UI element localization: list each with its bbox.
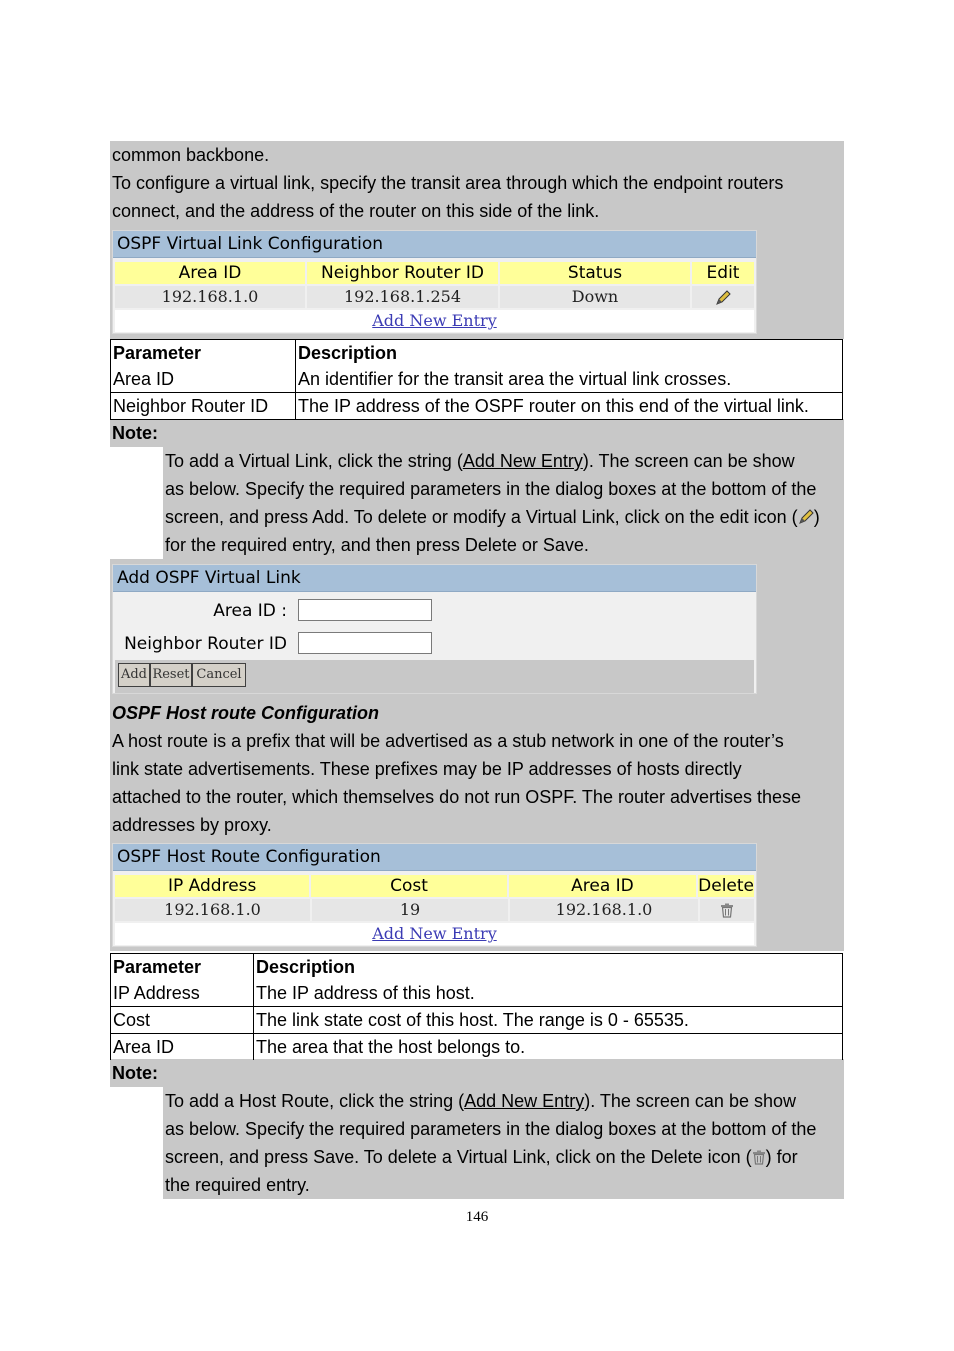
add-new-entry-text: Add New Entry xyxy=(462,451,583,471)
note-line: as below. Specify the required parameters in the dialog boxes at the bottom of the xyxy=(165,479,817,499)
virtual-link-config-panel xyxy=(112,230,757,334)
panel-title: Add OSPF Virtual Link xyxy=(113,565,756,592)
note-line: screen, and press Add. To delete or modify a Virtual Link, click on the edit icon ( ) xyxy=(165,507,820,527)
intro-line-3: connect, and the address of the router on this side of the link. xyxy=(112,201,600,221)
col-neighbor-router-id: Neighbor Router ID xyxy=(307,262,500,284)
add-virtual-link-panel xyxy=(112,564,757,694)
desc-cell: The IP address of the OSPF router on this end of the virtual link. xyxy=(296,393,843,420)
panel-title: OSPF Virtual Link Configuration xyxy=(113,231,756,258)
desc-header: Description xyxy=(296,340,843,367)
cancel-button[interactable]: Cancel xyxy=(192,663,246,687)
cell-area-id: 192.168.1.0 xyxy=(115,286,307,308)
col-cost: Cost xyxy=(311,875,508,897)
add-new-entry-text: Add New Entry xyxy=(464,1091,585,1111)
param-cell: Area ID xyxy=(111,1034,254,1061)
area-id-input[interactable] xyxy=(298,599,432,621)
note-line: To add a Host Route, click the string (Add New Entry). The screen can be show xyxy=(165,1091,796,1111)
neighbor-router-id-label: Neighbor Router ID xyxy=(124,634,287,654)
note-line: screen, and press Save. To delete a Virtual Link, click on the Delete icon ( ) for xyxy=(165,1147,798,1167)
intro-line-2: To configure a virtual link, specify the transit area through which the endpoint routers xyxy=(112,173,784,193)
cell-neighbor-router-id: 192.168.1.254 xyxy=(307,286,500,308)
pencil-icon[interactable] xyxy=(715,290,731,306)
col-edit: Edit xyxy=(692,262,754,284)
param-header: Parameter xyxy=(111,954,254,981)
table-header-row xyxy=(115,875,754,897)
trash-icon[interactable] xyxy=(720,903,734,918)
col-ip-address: IP Address xyxy=(115,875,311,897)
host-route-config-panel xyxy=(112,843,757,947)
note-line: for the required entry, and then press Delete or Save. xyxy=(165,535,589,555)
host-paragraph-line: attached to the router, which themselves do not run OSPF. The router advertises these xyxy=(112,787,802,807)
table-row xyxy=(115,899,754,921)
param-header: Parameter xyxy=(111,340,296,367)
neighbor-router-id-input[interactable] xyxy=(298,632,432,654)
host-paragraph-line: link state advertisements. These prefixes may be IP addresses of hosts directly xyxy=(112,759,742,779)
panel-title: OSPF Host Route Configuration xyxy=(113,844,756,871)
desc-cell: The area that the host belongs to. xyxy=(254,1034,843,1061)
col-area-id: Area ID xyxy=(509,875,698,897)
pencil-icon xyxy=(798,509,814,525)
area-id-label: Area ID : xyxy=(213,601,287,621)
desc-cell: The link state cost of this host. The range is 0 - 65535. xyxy=(254,1007,843,1034)
col-area-id: Area ID xyxy=(115,262,307,284)
cell-delete xyxy=(700,899,754,921)
table-header-row xyxy=(115,262,754,284)
add-new-entry-link[interactable]: Add New Entry xyxy=(115,310,754,332)
host-paragraph-line: addresses by proxy. xyxy=(112,815,272,835)
param-cell: IP Address xyxy=(111,980,254,1007)
note-label: Note: xyxy=(112,1063,158,1083)
cell-edit xyxy=(692,286,754,308)
cell-area-id: 192.168.1.0 xyxy=(510,899,700,921)
add-new-entry-link[interactable]: Add New Entry xyxy=(115,923,754,945)
col-delete: Delete xyxy=(698,876,754,896)
note-label: Note: xyxy=(112,423,158,443)
host-route-parameter-table xyxy=(110,953,843,1060)
host-route-heading: OSPF Host route Configuration xyxy=(112,703,379,723)
virtual-link-parameter-table xyxy=(110,339,843,420)
param-cell: Area ID xyxy=(111,366,296,393)
param-cell: Cost xyxy=(111,1007,254,1034)
cell-cost: 19 xyxy=(312,899,510,921)
note-line: the required entry. xyxy=(165,1175,310,1195)
intro-line-1: common backbone. xyxy=(112,145,270,165)
param-cell: Neighbor Router ID xyxy=(111,393,296,420)
trash-icon xyxy=(752,1150,766,1165)
table-row xyxy=(115,286,754,308)
desc-header: Description xyxy=(254,954,843,981)
desc-cell: The IP address of this host. xyxy=(254,980,843,1007)
note-line: as below. Specify the required parameters in the dialog boxes at the bottom of the xyxy=(165,1119,817,1139)
desc-cell: An identifier for the transit area the virtual link crosses. xyxy=(296,366,843,393)
cell-status: Down xyxy=(500,286,692,308)
reset-button[interactable]: Reset xyxy=(150,663,192,687)
cell-ip-address: 192.168.1.0 xyxy=(115,899,312,921)
note-line: To add a Virtual Link, click the string (Add New Entry). The screen can be show xyxy=(165,451,795,471)
button-bar xyxy=(115,660,754,693)
page-number: 146 xyxy=(465,1209,489,1225)
host-paragraph-line: A host route is a prefix that will be advertised as a stub network in one of the router’s xyxy=(112,731,784,751)
add-button[interactable]: Add xyxy=(118,663,150,687)
col-status: Status xyxy=(500,262,692,284)
